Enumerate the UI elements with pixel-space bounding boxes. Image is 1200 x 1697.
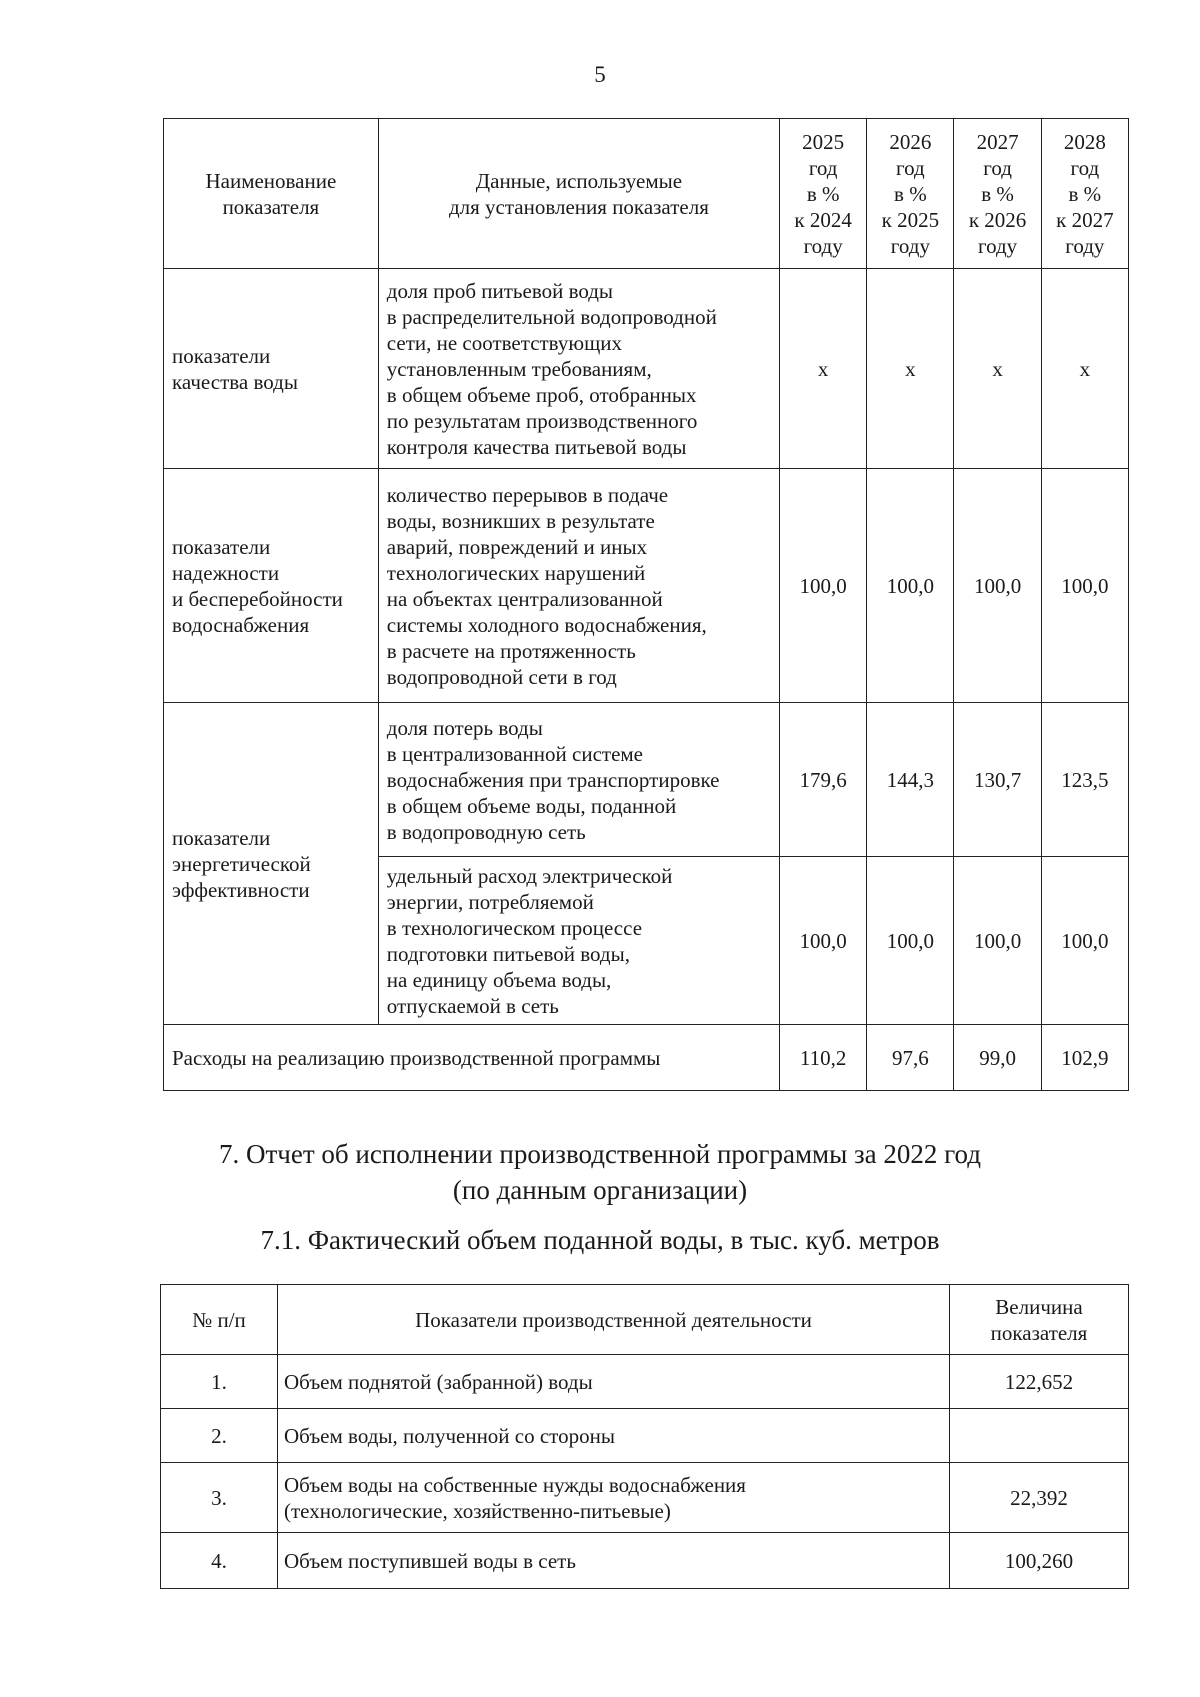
row-label: Объем поднятой (забранной) воды [278, 1355, 950, 1409]
row-number: 2. [161, 1409, 278, 1463]
value-cell: 102,9 [1041, 1025, 1128, 1091]
value-cell: 179,6 [780, 703, 867, 857]
row-label: Объем воды, полученной со стороны [278, 1409, 950, 1463]
subsection-title: 7.1. Фактический объем поданной воды, в тыс. куб. метров [260, 1225, 940, 1255]
value-cell: 123,5 [1041, 703, 1128, 857]
header-indicator-name: Наименование показателя [164, 119, 379, 269]
header-indicator: Показатели производственной деятельности [278, 1285, 950, 1355]
production-indicators-table [163, 118, 1129, 1091]
table-row [164, 269, 1129, 469]
header-year-2027: 2027 год в % к 2026 году [954, 119, 1041, 269]
data-description: доля проб питьевой воды в распределительной водопроводной сети, не соответствующих установленным требованиям, в общем объеме проб, отобранных по результатам производственного контроля качества питьевой воды [378, 269, 779, 469]
page-number: 5 [594, 62, 606, 87]
header-data-used: Данные, используемые для установления показателя [378, 119, 779, 269]
row-value: 22,392 [950, 1463, 1129, 1533]
header-value: Величина показателя [950, 1285, 1129, 1355]
table-row [164, 703, 1129, 857]
table-row [161, 1409, 1129, 1463]
row-number: 1. [161, 1355, 278, 1409]
data-description: доля потерь воды в централизованной системе водоснабжения при транспортировке в общем объеме воды, поданной в водопроводную сеть [378, 703, 779, 857]
table-row [161, 1463, 1129, 1533]
value-cell: 100,0 [1041, 857, 1128, 1025]
header-year-2028: 2028 год в % к 2027 году [1041, 119, 1128, 269]
value-cell: 144,3 [867, 703, 954, 857]
row-number: 3. [161, 1463, 278, 1533]
row-value: 122,652 [950, 1355, 1129, 1409]
water-volume-table [160, 1284, 1129, 1589]
row-label: Объем воды на собственные нужды водоснабжения (технологические, хозяйственно-питьевые) [278, 1463, 950, 1533]
table-row [161, 1533, 1129, 1589]
value-cell: 100,0 [1041, 469, 1128, 703]
table-row [161, 1355, 1129, 1409]
value-cell: 100,0 [780, 857, 867, 1025]
value-cell: 99,0 [954, 1025, 1041, 1091]
value-cell: x [867, 269, 954, 469]
header-year-2026: 2026 год в % к 2025 году [867, 119, 954, 269]
data-description: количество перерывов в подаче воды, возникших в результате аварий, повреждений и иных технологических нарушений на объектах централизованной системы холодного водоснабжения, в расчете на протяженность водопроводной сети в год [378, 469, 779, 703]
total-label: Расходы на реализацию производственной программы [164, 1025, 780, 1091]
value-cell: 100,0 [867, 469, 954, 703]
table-header-row [161, 1285, 1129, 1355]
value-cell: x [1041, 269, 1128, 469]
value-cell: 110,2 [780, 1025, 867, 1091]
group-energy-efficiency: показатели энергетической эффективности [164, 703, 379, 1025]
value-cell: 100,0 [954, 469, 1041, 703]
row-number: 4. [161, 1533, 278, 1589]
total-row [164, 1025, 1129, 1091]
row-label: Объем поступившей воды в сеть [278, 1533, 950, 1589]
header-year-2025: 2025 год в % к 2024 году [780, 119, 867, 269]
section-title: 7. Отчет об исполнении производственной программы за 2022 год (по данным организации) [218, 1139, 982, 1205]
value-cell: 100,0 [954, 857, 1041, 1025]
row-value: 100,260 [950, 1533, 1129, 1589]
row-value [950, 1409, 1129, 1463]
data-description: удельный расход электрической энергии, потребляемой в технологическом процессе подготовки питьевой воды, на единицу объема воды, отпускаемой в сеть [378, 857, 779, 1025]
value-cell: 100,0 [867, 857, 954, 1025]
value-cell: x [954, 269, 1041, 469]
table-row [164, 469, 1129, 703]
value-cell: x [780, 269, 867, 469]
group-water-quality: показатели качества воды [164, 269, 379, 469]
value-cell: 130,7 [954, 703, 1041, 857]
value-cell: 100,0 [780, 469, 867, 703]
value-cell: 97,6 [867, 1025, 954, 1091]
table-header-row [164, 119, 1129, 269]
header-number: № п/п [161, 1285, 278, 1355]
group-reliability: показатели надежности и бесперебойности водоснабжения [164, 469, 379, 703]
